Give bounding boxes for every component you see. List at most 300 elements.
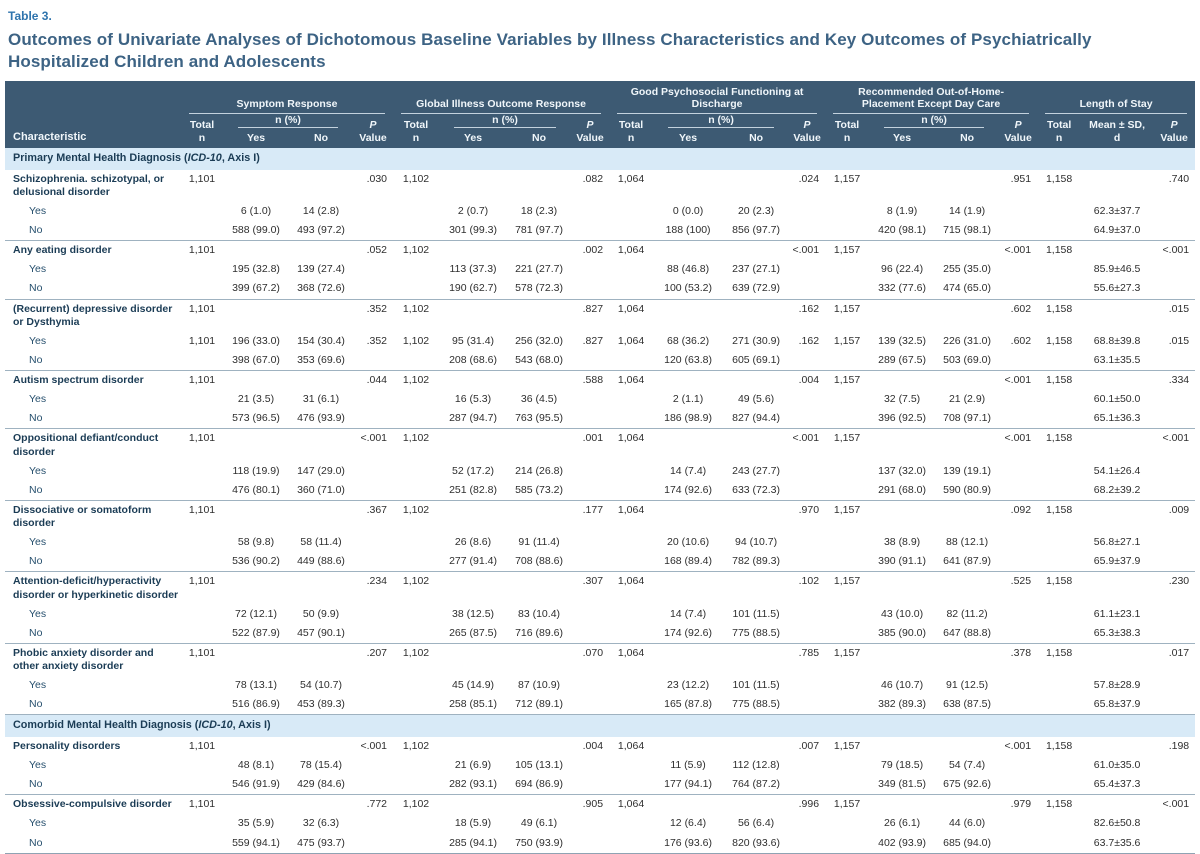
cell [353,624,393,644]
row-label: Personality disorders [13,739,121,752]
cell: 1,101 [188,302,216,315]
cell: 65.4±37.3 [1093,778,1141,791]
cell [439,643,507,676]
cell: 277 (91.4) [449,555,497,568]
cell: 62.3±37.7 [1093,204,1141,217]
column-header-n-pct: n (%) [869,114,999,133]
column-header-p-value: P Value [1153,114,1195,149]
table-row [5,351,1195,371]
cell: 85.9±46.5 [1093,263,1141,276]
cell: 0 (0.0) [672,204,704,217]
cell: .334 [1168,374,1190,387]
cell [1037,695,1081,715]
cell: 38 (8.9) [883,536,921,549]
column-header-n-pct: n (%) [439,114,571,133]
column-header-yes: Yes [223,132,289,148]
column-header-n-pct: n (%) [653,114,789,133]
column-header-total-n: Total n [393,114,439,149]
cell: 226 (31.0) [943,334,991,347]
cell: 118 (19.9) [232,464,280,477]
cell [571,756,609,775]
cell [825,676,869,695]
cell [789,695,825,715]
cell [609,390,653,409]
cell: 65.3±38.3 [1093,626,1141,639]
cell [439,371,507,391]
cell: 48 (8.1) [237,759,275,772]
column-header-p-value: P Value [571,114,609,149]
cell: 390 (91.1) [878,555,926,568]
cell: 190 (62.7) [449,282,497,295]
cell: 58 (9.8) [237,536,275,549]
cell [789,814,825,833]
cell [1037,260,1081,279]
cell [825,390,869,409]
cell [825,481,869,501]
column-header-mean-sd: Mean ± SD, d [1081,114,1153,149]
cell: 100 (53.2) [664,282,712,295]
cell: .052 [366,244,388,257]
cell: .785 [798,646,820,659]
cell [723,170,789,202]
cell [869,643,935,676]
table-row [5,390,1195,409]
cell: 256 (32.0) [515,334,563,347]
cell: 63.7±35.6 [1093,836,1141,849]
cell: 61.0±35.0 [1093,759,1141,772]
cell: 782 (89.3) [732,555,780,568]
cell: 764 (87.2) [732,778,780,791]
table-row [5,552,1195,572]
cell: 258 (85.1) [449,698,497,711]
cell: 57.8±28.9 [1093,679,1141,692]
cell [571,605,609,624]
cell: 402 (93.9) [878,836,926,849]
cell [571,279,609,299]
cell: 291 (68.0) [878,483,926,496]
cell: 26 (6.1) [883,817,921,830]
cell: .162 [798,334,820,347]
table-row [5,795,1195,815]
column-header-p-value: P Value [789,114,825,149]
cell: .001 [582,432,604,445]
cell: 82 (11.2) [946,607,988,620]
cell: 21 (6.9) [454,759,492,772]
row-label: Yes [29,536,47,549]
cell [393,775,439,795]
cell: 26 (8.6) [454,536,492,549]
cell [1037,202,1081,221]
cell [999,834,1037,854]
cell: 332 (77.6) [878,282,926,295]
cell [1037,605,1081,624]
cell [789,775,825,795]
cell: 139 (19.1) [943,464,991,477]
cell: 8 (1.9) [886,204,918,217]
cell [609,409,653,429]
cell: 1,157 [833,244,861,257]
cell: 476 (80.1) [232,483,280,496]
cell [181,202,223,221]
cell [353,756,393,775]
table-row [5,221,1195,241]
cell: 64.9±37.0 [1093,224,1141,237]
cell [999,695,1037,715]
cell: 1,102 [402,432,430,445]
cell: 95 (31.4) [452,334,495,347]
cell: 675 (92.6) [943,778,991,791]
cell: 1,157 [833,798,861,811]
cell [353,814,393,833]
cell [609,775,653,795]
cell: 1,064 [617,244,645,257]
cell [1037,481,1081,501]
cell: <.001 [792,244,820,257]
cell: 58 (11.4) [300,536,342,549]
cell: 2 (1.1) [672,393,704,406]
cell [1037,351,1081,371]
cell: 88 (46.8) [667,263,710,276]
cell [181,775,223,795]
cell [181,676,223,695]
cell [789,624,825,644]
cell: 287 (94.7) [449,412,497,425]
cell [289,170,353,202]
cell [571,834,609,854]
cell: 43 (10.0) [881,607,924,620]
cell [393,605,439,624]
cell [223,299,289,332]
cell [999,279,1037,299]
cell [825,834,869,854]
cell [181,756,223,775]
section-label: Comorbid Mental Health Diagnosis (ICD-10, Axis I) [5,715,1195,737]
cell: 775 (88.5) [732,698,780,711]
row-label: No [29,836,43,849]
cell: 1,101 [188,739,216,752]
cell: 516 (86.9) [232,698,280,711]
cell: 353 (69.6) [297,353,345,366]
cell: 605 (69.1) [732,353,780,366]
cell [723,737,789,756]
table-row [5,775,1195,795]
cell [393,202,439,221]
table-row [5,834,1195,854]
table-row [5,533,1195,552]
cell: 398 (67.0) [232,353,280,366]
table-row [5,202,1195,221]
cell [723,371,789,391]
cell [507,429,571,462]
row-label: No [29,778,43,791]
cell [353,775,393,795]
cell [609,552,653,572]
column-header-no: No [507,132,571,148]
cell: 1,101 [188,503,216,516]
cell [935,299,999,332]
row-label: Oppositional defiant/conduct disorder [13,432,159,458]
cell: 1,157 [833,374,861,387]
cell [1153,390,1195,409]
cell: <.001 [1004,739,1032,752]
table-body [5,148,1195,853]
cell [935,371,999,391]
title-block [0,0,1200,81]
cell: 578 (72.3) [515,282,563,295]
cell [999,624,1037,644]
cell [869,500,935,533]
cell: <.001 [792,432,820,445]
cell: 20 (2.3) [737,204,775,217]
cell: 12 (6.4) [669,817,707,830]
cell: .024 [798,172,820,185]
cell: .004 [582,739,604,752]
cell [1037,756,1081,775]
cell: 21 (3.5) [237,393,275,406]
cell: 368 (72.6) [297,282,345,295]
cell [789,202,825,221]
cell [393,676,439,695]
cell [393,481,439,501]
cell [789,676,825,695]
cell: <.001 [1162,432,1190,445]
cell: 32 (6.3) [302,817,340,830]
row-label: Obsessive-compulsive disorder [13,798,172,811]
cell: 1,064 [617,739,645,752]
cell [1037,676,1081,695]
cell [353,552,393,572]
cell: 196 (33.0) [232,334,280,347]
cell [571,533,609,552]
cell: .367 [366,503,388,516]
cell: 2 (0.7) [457,204,489,217]
cell [653,795,723,815]
cell [507,170,571,202]
cell [439,241,507,261]
cell: 750 (93.9) [515,836,563,849]
cell [1081,737,1153,756]
cell [609,533,653,552]
cell: 639 (72.9) [732,282,780,295]
table-row [5,371,1195,391]
cell: 1,064 [617,798,645,811]
cell: 168 (89.4) [664,555,712,568]
cell [223,737,289,756]
cell: 1,157 [833,646,861,659]
cell: 449 (88.6) [297,555,345,568]
cell [789,390,825,409]
table-row [5,279,1195,299]
cell: 546 (91.9) [232,778,280,791]
cell [935,170,999,202]
cell [1153,409,1195,429]
cell: 588 (99.0) [232,224,280,237]
cell [789,462,825,481]
cell: 1,102 [402,172,430,185]
cell: 1,157 [833,503,861,516]
cell [869,170,935,202]
cell: 177 (94.1) [664,778,712,791]
cell: 382 (89.3) [878,698,926,711]
cell: 1,101 [188,334,216,347]
cell: <.001 [1004,244,1032,257]
cell [1081,643,1153,676]
cell: 271 (30.9) [732,334,780,347]
cell: 1,102 [402,374,430,387]
table-row [5,462,1195,481]
table-row [5,572,1195,605]
cell [825,814,869,833]
cell: 301 (99.3) [449,224,497,237]
cell [999,814,1037,833]
cell: 775 (88.5) [732,626,780,639]
cell [1037,624,1081,644]
cell [935,500,999,533]
cell: 536 (90.2) [232,555,280,568]
cell [289,572,353,605]
row-label: No [29,353,43,366]
cell: 641 (87.9) [943,555,991,568]
cell: 32 (7.5) [883,393,921,406]
cell: .030 [366,172,388,185]
cell: 1,157 [833,172,861,185]
cell: 60.1±50.0 [1093,393,1141,406]
cell [571,775,609,795]
cell [1153,462,1195,481]
cell [571,462,609,481]
cell: 590 (80.9) [943,483,991,496]
cell [723,795,789,815]
cell: 1,158 [1045,739,1073,752]
cell: .740 [1168,172,1190,185]
cell: 68.8±39.8 [1093,334,1141,347]
column-header-no: No [935,132,999,148]
cell: .378 [1010,646,1032,659]
cell: 68 (36.2) [667,334,710,347]
row-label: Yes [29,759,47,772]
cell: .230 [1168,575,1190,588]
cell [439,737,507,756]
cell: 712 (89.1) [515,698,563,711]
column-header-no: No [289,132,353,148]
cell [653,737,723,756]
cell [1037,533,1081,552]
cell [935,795,999,815]
cell: 21 (2.9) [948,393,986,406]
cell: 56.8±27.1 [1093,536,1141,549]
cell: 56 (6.4) [737,817,775,830]
cell [723,299,789,332]
table-row [5,814,1195,833]
column-header-characteristic: Characteristic [5,81,181,149]
cell: .207 [366,646,388,659]
cell: 559 (94.1) [232,836,280,849]
column-header-n-pct: n (%) [223,114,353,133]
cell: 54 (7.4) [948,759,986,772]
group-header [1037,81,1195,114]
group-header [181,81,393,114]
cell: 820 (93.6) [732,836,780,849]
cell: 45 (14.9) [452,679,495,692]
cell [869,371,935,391]
cell: 1,101 [188,172,216,185]
cell: .009 [1168,503,1190,516]
cell: 1,101 [188,646,216,659]
cell [289,299,353,332]
cell [609,624,653,644]
cell [999,409,1037,429]
row-label: No [29,282,43,295]
cell: 120 (63.8) [664,353,712,366]
cell: 1,064 [617,374,645,387]
cell: 708 (97.1) [943,412,991,425]
cell: 49 (6.1) [520,817,558,830]
cell [181,834,223,854]
cell [789,279,825,299]
row-label: Yes [29,204,47,217]
cell: <.001 [1004,432,1032,445]
column-header-yes: Yes [439,132,507,148]
cell: .979 [1010,798,1032,811]
cell: 716 (89.6) [515,626,563,639]
cell: 1,158 [1045,798,1073,811]
cell: 54 (10.7) [299,679,343,692]
cell [1081,299,1153,332]
cell [789,533,825,552]
cell: 715 (98.1) [943,224,991,237]
cell [507,737,571,756]
cell [571,814,609,833]
cell [825,605,869,624]
cell: 14 (2.8) [302,204,340,217]
group-header-label: Length of Stay [1045,98,1187,114]
cell: 638 (87.5) [943,698,991,711]
cell: .044 [366,374,388,387]
cell: 154 (30.4) [297,334,345,347]
cell [825,409,869,429]
cell [1153,695,1195,715]
cell [223,241,289,261]
cell [439,500,507,533]
cell [1153,605,1195,624]
cell: 265 (87.5) [449,626,497,639]
cell [1153,552,1195,572]
row-label: Yes [29,393,47,406]
cell [869,572,935,605]
cell: 1,157 [833,334,861,347]
cell [999,605,1037,624]
cell: 188 (100) [665,224,711,237]
table-row [5,332,1195,351]
cell [723,572,789,605]
cell [393,756,439,775]
cell [999,462,1037,481]
cell [571,624,609,644]
cell [825,221,869,241]
cell: 72 (12.1) [234,607,278,620]
group-header-label: Recommended Out-of-Home-Placement Except Day Care [833,86,1029,114]
cell: 255 (35.0) [943,263,991,276]
cell [1081,241,1153,261]
cell [181,605,223,624]
cell [1037,834,1081,854]
cell [609,221,653,241]
cell [223,429,289,462]
data-table [5,81,1195,854]
cell [869,795,935,815]
cell: .970 [798,503,820,516]
table-row [5,695,1195,715]
